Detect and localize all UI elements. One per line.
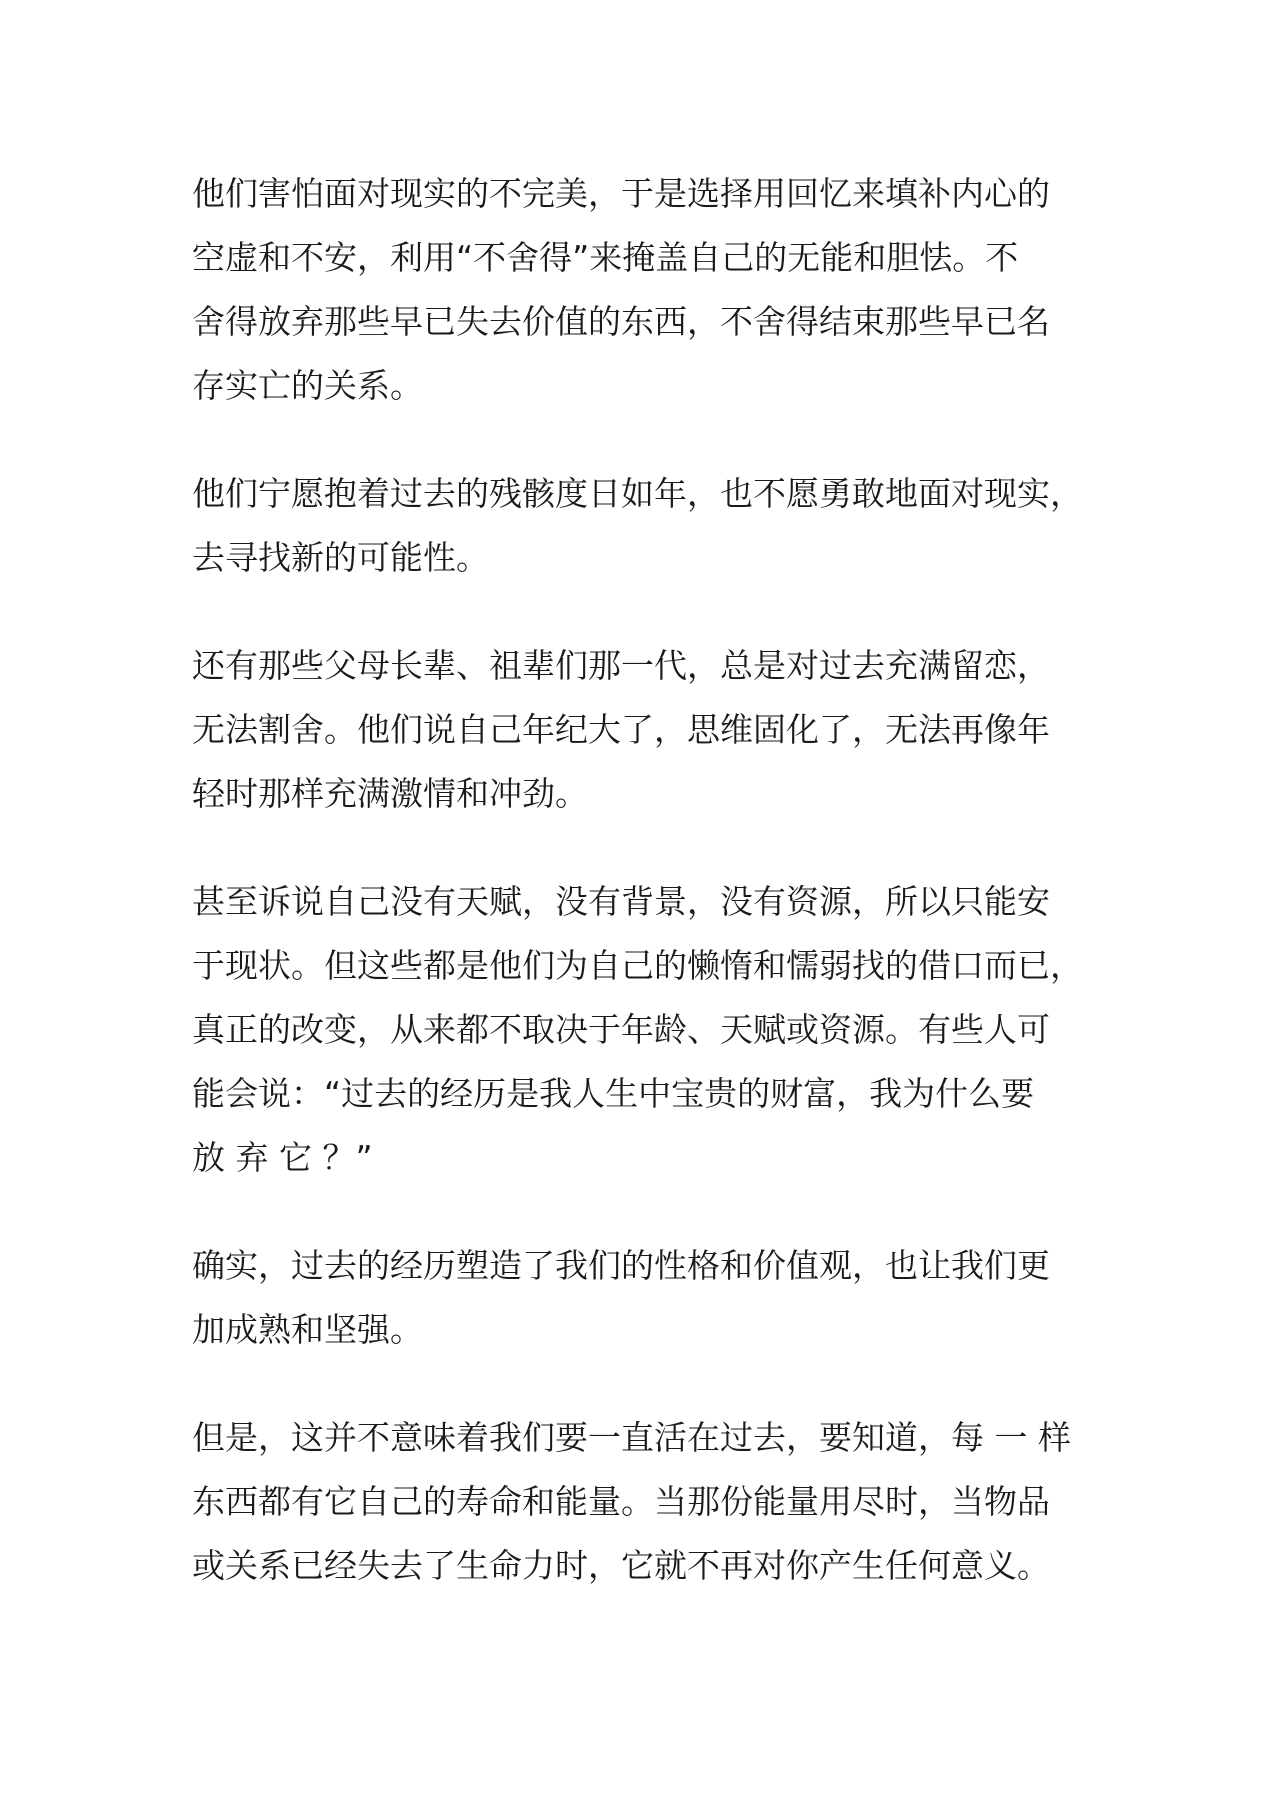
text-line: 轻时那样充满激情和冲劲。: [192, 774, 588, 813]
text-line: 空虚和不安，利用“不舍得”来掩盖自己的无能和胆怯。不: [192, 238, 1019, 277]
text-line: 于现状。但这些都是他们为自己的懒惰和懦弱找的借口而已，: [192, 946, 1083, 985]
text-line: 无法割舍。他们说自己年纪大了，思维固化了，无法再像年: [192, 710, 1050, 749]
paragraph-2: [192, 462, 1122, 590]
paragraph-3: [192, 634, 1122, 826]
text-line: 他们害怕面对现实的不完美，于是选择用回忆来填补内心的: [192, 174, 1050, 213]
text-line: 加成熟和坚强。: [192, 1310, 423, 1349]
paragraph-4: [192, 870, 1122, 1190]
text-line: 放 弃 它 ？”: [192, 1138, 373, 1177]
text-line: 他们宁愿抱着过去的残骸度日如年，也不愿勇敢地面对现实，: [192, 474, 1083, 513]
paragraph-6: [192, 1406, 1122, 1598]
text-line: 还有那些父母长辈、祖辈们那一代，总是对过去充满留恋，: [192, 646, 1050, 685]
text-line: 去寻找新的可能性。: [192, 538, 489, 577]
document-body: [192, 162, 1122, 1642]
text-line: 舍得放弃那些早已失去价值的东西，不舍得结束那些早已名: [192, 302, 1050, 341]
text-line: 确实，过去的经历塑造了我们的性格和价值观，也让我们更: [192, 1246, 1050, 1285]
text-line: 甚至诉说自己没有天赋，没有背景，没有资源，所以只能安: [192, 882, 1050, 921]
text-line: 东西都有它自己的寿命和能量。当那份能量用尽时，当物品: [192, 1482, 1050, 1521]
text-line: 或关系已经失去了生命力时，它就不再对你产生任何意义。: [192, 1546, 1050, 1585]
text-line: 真正的改变，从来都不取决于年龄、天赋或资源。有些人可: [192, 1010, 1050, 1049]
paragraph-5: [192, 1234, 1122, 1362]
text-line: 存实亡的关系。: [192, 366, 423, 405]
text-line: 但是，这并不意味着我们要一直活在过去，要知道，每 一 样: [192, 1418, 1071, 1457]
text-line: 能会说：“过去的经历是我人生中宝贵的财富，我为什么要: [192, 1074, 1035, 1113]
paragraph-1: [192, 162, 1122, 418]
